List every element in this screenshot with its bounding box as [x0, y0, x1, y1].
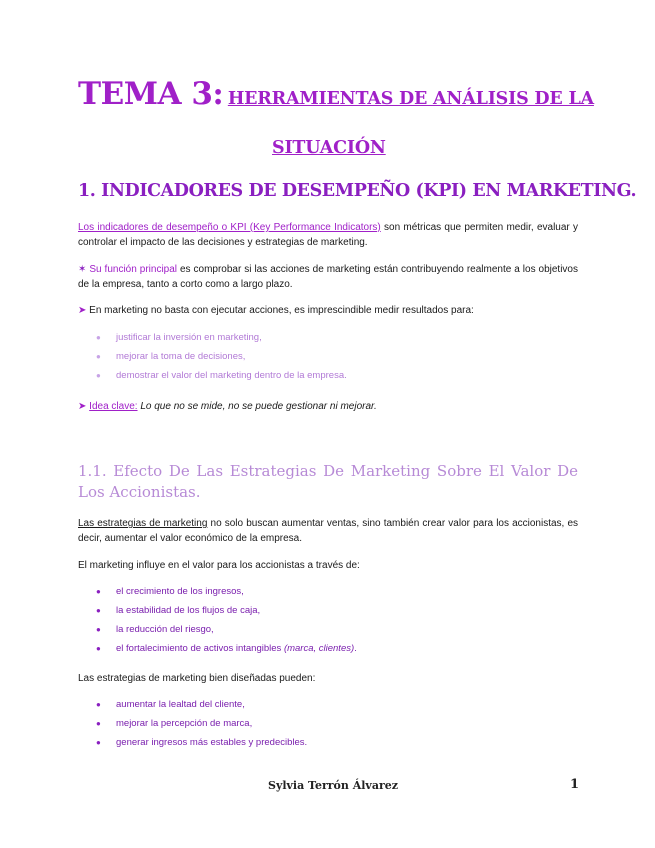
- arrow-icon: ➤: [78, 305, 87, 316]
- document-title: [78, 76, 598, 112]
- kpi-definition-link[interactable]: Los indicadores de desempeño o KPI (Key Performance Indicators): [78, 222, 381, 233]
- list-item: ● demostrar el valor del marketing dentro de la empresa.: [96, 366, 347, 385]
- bullet-icon: ●: [96, 606, 101, 615]
- list-item: ● mejorar la toma de decisiones,: [96, 347, 347, 366]
- function-text: es comprobar si las acciones de marketing están contribuyendo realmente a los objetivos de la empresa, tanto a corto como a largo plazo.: [78, 264, 578, 290]
- list-item: ● justificar la inversión en marketing,: [96, 328, 347, 347]
- key-idea-text: Lo que no se mide, no se puede gestionar ni mejorar.: [137, 401, 377, 412]
- list-item: ● aumentar la lealtad del cliente,: [96, 695, 307, 714]
- measure-paragraph: [78, 303, 578, 318]
- bullet-icon: ●: [96, 333, 101, 342]
- list-item: ● el fortalecimiento de activos intangibles (marca, clientes).: [96, 639, 357, 658]
- bullet-icon: ●: [96, 719, 101, 728]
- arrow-icon: ➤: [78, 401, 87, 412]
- star-icon: ✶: [78, 264, 87, 275]
- bullet-icon: ●: [96, 644, 101, 653]
- influence-list: [96, 582, 357, 658]
- title-line2[interactable]: SITUACIÓN: [272, 138, 386, 158]
- bullet-icon: ●: [96, 371, 101, 380]
- can-list: [96, 695, 307, 752]
- list-item: ● mejorar la percepción de marca,: [96, 714, 307, 733]
- strategies-underlined: Las estrategias de marketing: [78, 518, 208, 529]
- strategies-intro-text: no solo buscan aumentar ventas, sino también crear valor para los accionistas, es decir, aumentar el valor económico de la empresa.: [78, 518, 579, 544]
- page-number: 1: [570, 777, 580, 792]
- list-item: ● la estabilidad de los flujos de caja,: [96, 601, 357, 620]
- bullet-icon: ●: [96, 352, 101, 361]
- can-paragraph: Las estrategias de marketing bien diseñadas pueden:: [78, 673, 316, 684]
- strategies-intro-paragraph: [78, 516, 578, 546]
- key-idea-paragraph: [78, 399, 578, 414]
- measure-text: En marketing no basta con ejecutar acciones, es imprescindible medir resultados para:: [89, 305, 474, 316]
- key-idea-label[interactable]: Idea clave:: [89, 401, 138, 412]
- measure-list: [96, 328, 347, 385]
- title-line2-wrap: [272, 138, 386, 158]
- function-paragraph: [78, 262, 578, 292]
- influence-paragraph: El marketing influye en el valor para los accionistas a través de:: [78, 560, 360, 571]
- list-item: ● el crecimiento de los ingresos,: [96, 582, 357, 601]
- bullet-icon: ●: [96, 625, 101, 634]
- section2-heading: 1.1. Efecto De Las Estrategias De Marketing Sobre El Valor De Los Accionistas.: [78, 462, 578, 501]
- function-label: Su función principal: [89, 264, 178, 275]
- section1-heading: 1. INDICADORES DE DESEMPEÑO (KPI) EN MARKETING.: [78, 181, 637, 201]
- title-line1[interactable]: HERRAMIENTAS DE ANÁLISIS DE LA: [227, 89, 594, 109]
- list-item: ● generar ingresos más estables y predecibles.: [96, 733, 307, 752]
- title-prefix: TEMA 3:: [78, 76, 224, 112]
- list-item: ● la reducción del riesgo,: [96, 620, 357, 639]
- bullet-icon: ●: [96, 587, 101, 596]
- bullet-icon: ●: [96, 738, 101, 747]
- kpi-intro-paragraph: [78, 220, 578, 250]
- footer-author: Sylvia Terrón Álvarez: [268, 779, 398, 792]
- bullet-icon: ●: [96, 700, 101, 709]
- kpi-intro-text: son métricas que permiten medir, evaluar y controlar el impacto de las decisiones y estrategias de marketing.: [78, 222, 578, 248]
